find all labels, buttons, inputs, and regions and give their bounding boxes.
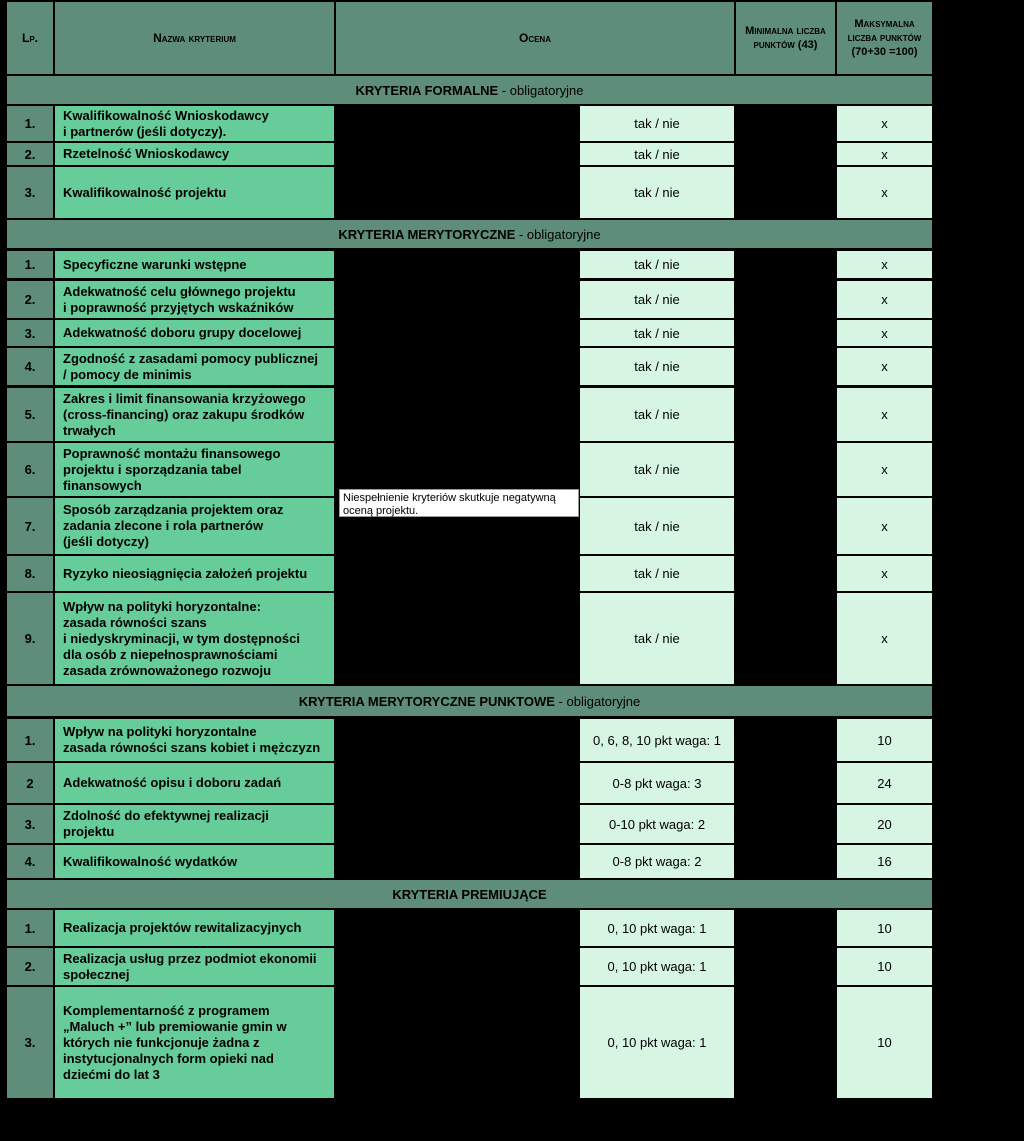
criterion-text <box>63 351 318 383</box>
row-number: 3. <box>7 805 53 843</box>
assessment-value: tak / nie <box>580 167 734 218</box>
criterion-line: Rzetelność Wnioskodawcy <box>63 146 230 161</box>
criterion-name <box>55 320 334 346</box>
row-number: 1. <box>7 719 53 761</box>
header-max-points: Maksymalna liczba punktów (70+30 =100) <box>837 2 932 74</box>
criterion-line: Zdolność do efektywnej realizacji <box>63 808 269 823</box>
criterion-text <box>63 284 296 316</box>
row-number: 1. <box>7 910 53 946</box>
section-header <box>7 76 932 104</box>
max-points-value: x <box>837 143 932 165</box>
assessment-value: tak / nie <box>580 106 734 141</box>
section-suffix: - obligatoryjne <box>515 226 601 242</box>
section-suffix: - obligatoryjne <box>498 82 584 98</box>
criterion-text <box>63 146 229 162</box>
section-title: KRYTERIA PREMIUJĄCE <box>392 886 547 902</box>
row-number: 3. <box>7 320 53 346</box>
assessment-value: tak / nie <box>580 281 734 318</box>
criterion-line: Adekwatność opisu i doboru zadań <box>63 775 282 790</box>
row-number: 7. <box>7 498 53 554</box>
max-points-value: x <box>837 281 932 318</box>
criterion-text <box>63 391 306 439</box>
row-number: 9. <box>7 593 53 684</box>
criterion-line: zasada równości szans <box>63 614 207 630</box>
criterion-line: (jeśli dotyczy) <box>63 534 149 549</box>
row-number: 5. <box>7 388 53 441</box>
assessment-value: tak / nie <box>580 251 734 278</box>
assessment-value: 0, 10 pkt waga: 1 <box>580 910 734 946</box>
max-points-value: x <box>837 388 932 441</box>
criterion-name <box>55 805 334 843</box>
assessment-value: 0-8 pkt waga: 2 <box>580 845 734 878</box>
criterion-line: Wpływ na polityki horyzontalne <box>63 724 257 739</box>
row-number: 2. <box>7 143 53 165</box>
section-header <box>7 220 932 248</box>
max-points-value: 10 <box>837 948 932 985</box>
max-points-value: 24 <box>837 763 932 803</box>
criterion-line: trwałych <box>63 422 116 438</box>
row-number: 2. <box>7 948 53 985</box>
criterion-line: zasada równości szans kobiet i mężczyzn <box>63 740 321 755</box>
criterion-text <box>63 446 280 494</box>
max-points-value: x <box>837 320 932 346</box>
criterion-line: zasada zrównoważonego rozwoju <box>63 662 272 678</box>
assessment-value: tak / nie <box>580 143 734 165</box>
criterion-text <box>63 808 269 840</box>
criterion-line: Poprawność montażu finansowego <box>63 445 281 461</box>
criterion-name <box>55 167 334 218</box>
max-points-value: 10 <box>837 910 932 946</box>
criterion-line: Adekwatność doboru grupy docelowej <box>63 325 302 340</box>
criterion-line: których nie funkcjonuje żadna z <box>63 1034 260 1050</box>
criterion-line: projektu i sporządzania tabel <box>63 461 242 477</box>
row-number: 4. <box>7 845 53 878</box>
criterion-name <box>55 251 334 278</box>
section-title: KRYTERIA FORMALNE <box>355 82 499 98</box>
row-number: 3. <box>7 987 53 1098</box>
criterion-line: instytucjonalnych form opieki nad <box>63 1050 274 1066</box>
criterion-name <box>55 987 334 1098</box>
criterion-name <box>55 593 334 684</box>
criterion-line: Zgodność z zasadami pomocy publicznej <box>63 350 318 366</box>
header-name: Nazwa kryterium <box>55 2 334 74</box>
assessment-value: tak / nie <box>580 593 734 684</box>
assessment-value: tak / nie <box>580 443 734 496</box>
max-points-value: 10 <box>837 719 932 761</box>
max-points-value: x <box>837 348 932 385</box>
section-header <box>7 686 932 716</box>
criterion-line: Specyficzne warunki wstępne <box>63 256 247 272</box>
section-header <box>7 880 932 908</box>
max-points-value: x <box>837 106 932 141</box>
criterion-text <box>63 775 281 791</box>
criterion-text <box>63 854 237 870</box>
criterion-line: Zakres i limit finansowania krzyżowego <box>63 390 306 406</box>
max-points-value: 16 <box>837 845 932 878</box>
assessment-value: 0, 10 pkt waga: 1 <box>580 948 734 985</box>
max-points-value: 20 <box>837 805 932 843</box>
header-lp: Lp. <box>7 2 53 74</box>
max-points-value: 10 <box>837 987 932 1098</box>
row-number: 2. <box>7 281 53 318</box>
row-number: 4. <box>7 348 53 385</box>
max-points-value: x <box>837 556 932 591</box>
criterion-line: „Maluch +” lub premiowanie gmin w <box>63 1018 287 1034</box>
criterion-line: Kwalifikowalność projektu <box>63 184 227 200</box>
criterion-name <box>55 388 334 441</box>
criterion-line: i partnerów (jeśli dotyczy). <box>63 123 227 139</box>
criterion-text <box>63 724 320 756</box>
criterion-text <box>63 185 226 201</box>
row-number: 2 <box>7 763 53 803</box>
assessment-value: 0, 10 pkt waga: 1 <box>580 987 734 1098</box>
criterion-line: zadania zlecone i rola partnerów <box>63 518 264 533</box>
criterion-line: Wpływ na polityki horyzontalne: <box>63 598 261 614</box>
criterion-name <box>55 845 334 878</box>
criterion-name <box>55 719 334 761</box>
assessment-value: 0, 6, 8, 10 pkt waga: 1 <box>580 719 734 761</box>
criterion-line: Sposób zarządzania projektem oraz <box>63 502 284 517</box>
row-number: 1. <box>7 251 53 278</box>
max-points-value: x <box>837 251 932 278</box>
negative-assessment-note: Niespełnienie kryteriów skutkuje negatywną oceną projektu. <box>339 489 579 517</box>
criterion-line: i poprawność przyjętych wskaźników <box>63 299 294 315</box>
assessment-value: tak / nie <box>580 348 734 385</box>
criterion-name <box>55 143 334 165</box>
criterion-text <box>63 108 269 140</box>
criterion-name <box>55 281 334 318</box>
criterion-text <box>63 566 307 582</box>
criterion-line: Realizacja projektów rewitalizacyjnych <box>63 920 302 935</box>
criterion-line: dziećmi do lat 3 <box>63 1066 160 1082</box>
assessment-value: 0-8 pkt waga: 3 <box>580 763 734 803</box>
section-title: KRYTERIA MERYTORYCZNE <box>338 226 516 242</box>
max-points-value: x <box>837 443 932 496</box>
row-number: 8. <box>7 556 53 591</box>
criterion-name <box>55 106 334 141</box>
assessment-value: tak / nie <box>580 498 734 554</box>
criterion-line: Komplementarność z programem <box>63 1002 270 1018</box>
section-suffix: - obligatoryjne <box>554 693 641 709</box>
criterion-name <box>55 556 334 591</box>
criterion-line: Kwalifikowalność wydatków <box>63 853 238 869</box>
criterion-line: Ryzyko nieosiągnięcia założeń projektu <box>63 565 308 581</box>
section-title: KRYTERIA MERYTORYCZNE PUNKTOWE <box>298 693 555 709</box>
criterion-name <box>55 763 334 803</box>
assessment-value: tak / nie <box>580 320 734 346</box>
assessment-value: tak / nie <box>580 556 734 591</box>
row-number: 1. <box>7 106 53 141</box>
criterion-text <box>63 1003 287 1083</box>
assessment-value: 0-10 pkt waga: 2 <box>580 805 734 843</box>
criterion-text <box>63 599 300 679</box>
criterion-line: dla osób z niepełnosprawnościami <box>63 646 278 662</box>
criterion-line: Realizacja usług przez podmiot ekonomii <box>63 950 317 966</box>
criterion-name <box>55 498 334 554</box>
criterion-line: Kwalifikowalność Wnioskodawcy <box>63 107 269 123</box>
criterion-line: (cross-financing) oraz zakupu środków <box>63 406 305 422</box>
criterion-text <box>63 951 317 983</box>
criterion-name <box>55 348 334 385</box>
criterion-text <box>63 325 301 341</box>
criterion-text <box>63 257 247 273</box>
criterion-line: i niedyskryminacji, w tym dostępności <box>63 630 300 646</box>
max-points-value: x <box>837 593 932 684</box>
criterion-name <box>55 443 334 496</box>
header-min-points: Minimalna liczba punktów (43) <box>736 2 835 74</box>
criterion-name <box>55 948 334 985</box>
criterion-line: Adekwatność celu głównego projektu <box>63 283 296 299</box>
max-points-value: x <box>837 167 932 218</box>
criterion-line: projektu <box>63 824 115 839</box>
criterion-line: społecznej <box>63 966 130 982</box>
criterion-line: finansowych <box>63 477 142 493</box>
row-number: 3. <box>7 167 53 218</box>
assessment-value: tak / nie <box>580 388 734 441</box>
header-ocena: Ocena <box>336 2 734 74</box>
row-number: 6. <box>7 443 53 496</box>
criterion-text <box>63 920 301 936</box>
criterion-text <box>63 502 283 550</box>
max-points-value: x <box>837 498 932 554</box>
criterion-line: / pomocy de minimis <box>63 366 192 382</box>
criterion-name <box>55 910 334 946</box>
